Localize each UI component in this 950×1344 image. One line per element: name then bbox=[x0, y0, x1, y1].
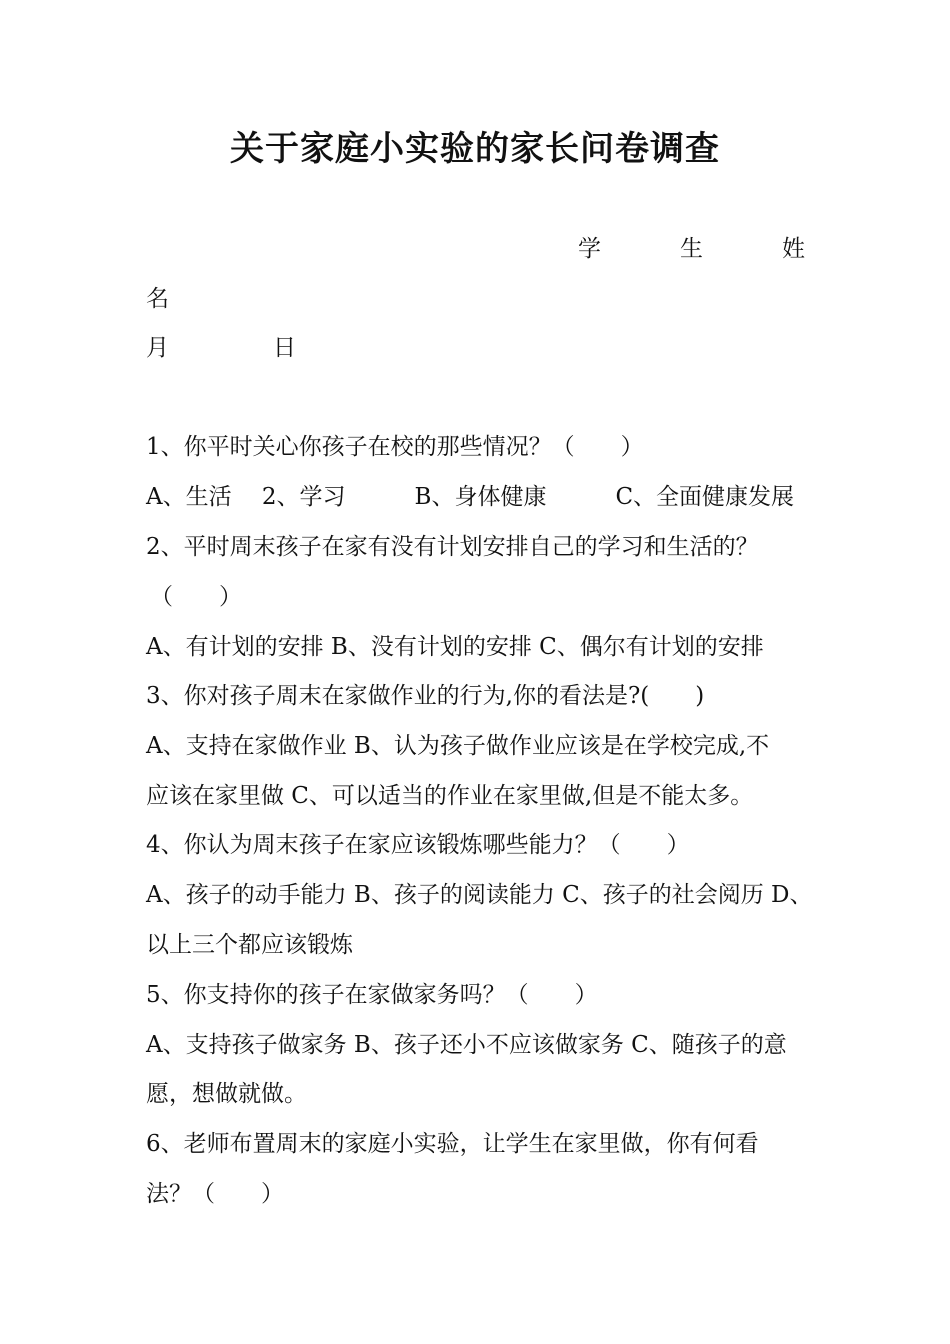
options-1: A、生活 2、学习 B、身体健康 C、全面健康发展 bbox=[146, 484, 795, 510]
student-name-tail: 名 bbox=[146, 286, 169, 312]
options-2: A、有计划的安排 B、没有计划的安排 C、偶尔有计划的安排 bbox=[146, 634, 764, 660]
student-name-char-2: 生 bbox=[680, 236, 703, 262]
options-3-line-2: 应该在家里做 C、可以适当的作业在家里做,但是不能太多。 bbox=[146, 783, 754, 809]
question-4: 4、你认为周末孩子在家应该锻炼哪些能力？（ ） bbox=[146, 832, 690, 858]
options-3-line-1: A、支持在家做作业 B、认为孩子做作业应该是在学校完成,不 bbox=[146, 733, 770, 759]
month-label: 月 bbox=[146, 335, 169, 361]
question-6-line-2: 法？（ ） bbox=[146, 1181, 284, 1207]
question-2: 2、平时周末孩子在家有没有计划安排自己的学习和生活的？ bbox=[146, 534, 759, 560]
student-name-char-1: 学 bbox=[578, 236, 601, 262]
student-name-char-3: 姓 bbox=[782, 236, 805, 262]
question-2-blank: （ ） bbox=[150, 584, 242, 610]
question-6-line-1: 6、老师布置周末的家庭小实验，让学生在家里做，你有何看 bbox=[146, 1131, 759, 1157]
question-3: 3、你对孩子周末在家做作业的行为,你的看法是?( ) bbox=[146, 683, 705, 709]
question-5: 5、你支持你的孩子在家做家务吗？（ ） bbox=[146, 982, 598, 1008]
question-1: 1、你平时关心你孩子在校的那些情况？（ ） bbox=[146, 434, 644, 460]
options-5-line-2: 愿，想做就做。 bbox=[146, 1081, 307, 1107]
day-label: 日 bbox=[273, 335, 296, 361]
options-5-line-1: A、支持孩子做家务 B、孩子还小不应该做家务 C、随孩子的意 bbox=[146, 1032, 787, 1058]
page-title: 关于家庭小实验的家长问卷调查 bbox=[230, 129, 720, 169]
options-4-line-1: A、孩子的动手能力 B、孩子的阅读能力 C、孩子的社会阅历 D、 bbox=[146, 882, 813, 908]
options-4-line-2: 以上三个都应该锻炼 bbox=[146, 932, 353, 958]
